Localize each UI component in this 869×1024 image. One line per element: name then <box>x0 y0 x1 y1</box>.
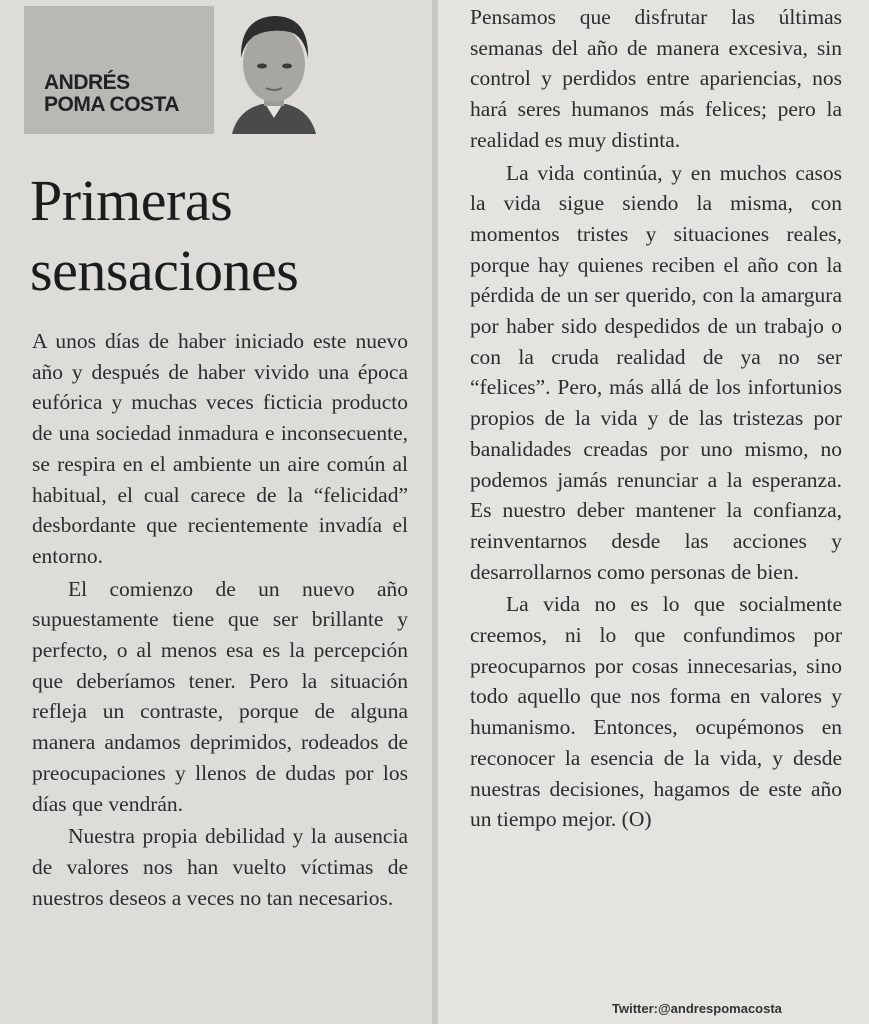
right-column-text <box>470 2 842 837</box>
paragraph: La vida no es lo que socialmente creemos, ni lo que confundimos por preocuparnos por cosas innecesarias, sino todo aquello que nos forma en valores y humanismo. Entonces, ocupémonos en reconocer la esencia de la vida, y desde nuestras decisiones, hagamos de este año un tiempo mejor. (O) <box>470 592 842 832</box>
paragraph: A unos días de haber iniciado este nuevo año y después de haber vivido una época eufórica y muchas veces ficticia producto de una sociedad inmadura e inconsecuente, se respira en el ambiente un aire común al habitual, el cual carece de la “felicidad” desbordante que recientemente invadía el entorno. <box>32 329 408 568</box>
author-photo <box>224 6 324 134</box>
left-column <box>0 0 432 1024</box>
paragraph: Nuestra propia debilidad y la ausencia de valores nos han vuelto víctimas de nuestros deseos a veces no tan necesarios. <box>32 824 408 910</box>
twitter-handle: Twitter:@andrespomacosta <box>612 1001 782 1016</box>
paragraph: El comienzo de un nuevo año supuestamente tiene que ser brillante y perfecto, o al menos esa es la percepción que deberíamos tener. Pero la situación refleja un contraste, porque de alguna manera andamos deprimidos, rodeados de preocupaciones y llenos de dudas por los días que vendrán. <box>32 576 408 816</box>
paragraph: La vida continúa, y en muchos casos la vida sigue siendo la misma, con momentos tristes y situaciones reales, porque hay quienes reciben el año con la pérdida de un ser querido, con la amargura por haber sido despedidos de un trabajo o con la cruda realidad de ya no ser “felices”. Pero, más allá de los infortunios propios de la vida y de las tristezas por banalidades creadas por uno mismo, no podemos jamás renunciar a la esperanza. Es nuestro deber mantener la confianza, reinventarnos desde las acciones y desarrollarnos como personas de bien. <box>470 160 842 584</box>
author-name: ANDRÉS POMA COSTA <box>44 71 179 116</box>
left-column-text <box>32 326 408 915</box>
byline-box <box>24 6 214 134</box>
paragraph: Pensamos que disfrutar las últimas semanas del año de manera excesiva, sin control y perdidos entre apariencias, nos hará seres humanos más felices; pero la realidad es muy distinta. <box>470 5 842 152</box>
headline: Primeras sensaciones <box>30 168 299 303</box>
